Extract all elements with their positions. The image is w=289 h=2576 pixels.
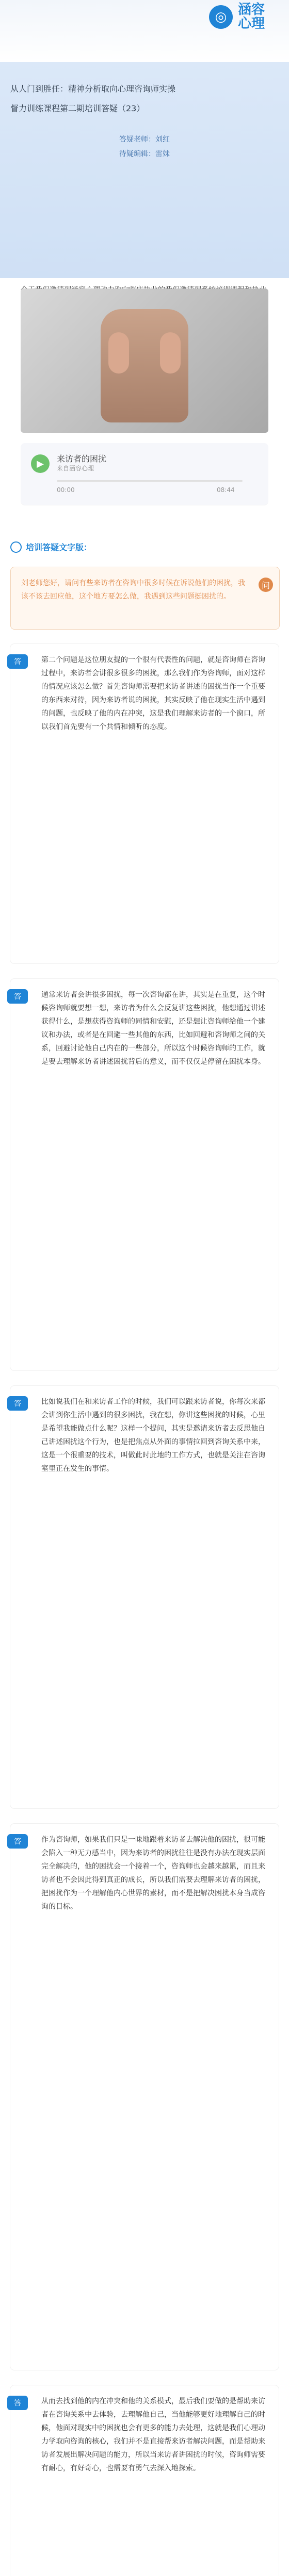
play-icon[interactable]: ▶ bbox=[31, 454, 50, 473]
answer-tag-5: 答 bbox=[7, 2396, 28, 2410]
answer-text-4: 作为咨询师，如果我们只是一味地跟着来访者去解决他的困扰，很可能会陷入一种无力感当中，因为来访者的困扰往往是没有办法在现实层面完全解决的，他的困扰会一个接着一个，咨询师也会越来越累，而且来访者也不会因此得到真正的成长，所以我们需要去理解来访者的困扰，把困扰作为一个理解他内心世界的素材，而不是把解决困扰本身当成咨询的目标。 bbox=[41, 1836, 265, 1911]
featured-photo bbox=[21, 289, 268, 433]
answer-tag-4: 答 bbox=[7, 1834, 28, 1849]
question-badge: 问 bbox=[259, 578, 273, 592]
brand-logo bbox=[209, 3, 265, 31]
brand-name-line1: 涵容 bbox=[238, 2, 265, 18]
answer-card-1 bbox=[10, 644, 279, 963]
answer-card-5 bbox=[10, 2385, 279, 2576]
answer-card-4 bbox=[10, 1824, 279, 2370]
top-banner bbox=[0, 0, 289, 62]
audio-progress-track[interactable] bbox=[57, 480, 243, 482]
header-title-line-1: 从人门到胜任：精神分析取向心理咨询师实操 bbox=[10, 84, 176, 94]
answer-text-5: 从而去找到他的内在冲突和他的关系模式，最后我们要做的是帮助来访者在咨询关系中去体验，去理解他自己，当他能够更好地理解自己的时候，他面对现实中的困扰也会有更多的能力去处理，这就是我们心理动力学取向咨询的核心，我们并不是直接帮来访者解决问题，而是帮助来访者发展出解决问题的能力，所以当来访者讲困扰的时候，咨询师需要有耐心，有好奇心，也需要有勇气去深入地探索。 bbox=[41, 2397, 265, 2472]
brand-name-line2: 心理 bbox=[238, 16, 265, 32]
audio-title: 来访者的困扰 bbox=[57, 454, 107, 464]
question-text: 刘老师您好，请问有些来访者在咨询中很多时候在诉说他们的困扰，我该不该去回应他，这个地方要怎么做，我遇到这些问题挺困扰的。 bbox=[21, 579, 245, 601]
photo-hand-left bbox=[108, 332, 129, 374]
question-card bbox=[10, 567, 280, 630]
photo-hand-right bbox=[160, 332, 181, 374]
section-heading bbox=[10, 541, 92, 553]
audio-subtitle: 来自涵容心理 bbox=[57, 465, 94, 472]
section-heading-icon bbox=[10, 541, 22, 553]
answer-tag-3: 答 bbox=[7, 1396, 28, 1411]
answer-text-3: 比如说我们在和来访者工作的时候，我们可以跟来访者说，你每次来都会讲到你生活中遇到的很多困扰，我在想，你讲这些困扰的时候，心里是希望我能做点什么呢？这样一个提问，其实是邀请来访者去反思他自己讲述困扰这个行为，也是把焦点从外面的事情拉回到咨询关系中来，这是一个很重要的技术，叫做此时此地的工作方式，也就是关注在咨询室里正在发生的事情。 bbox=[41, 1398, 265, 1473]
header-title-line-2: 督力训练课程第二期培训答疑（23） bbox=[10, 104, 145, 113]
host-info: 待疑编辑：雷妹 bbox=[119, 150, 170, 158]
answer-card-3 bbox=[10, 1386, 279, 1808]
answer-text-1: 第二个问题是这位朋友提的一个很有代表性的问题，就是咨询师在咨询过程中，来访者会讲很多很多的困扰，那么我们作为咨询师，面对这样的情况应该怎么做？首先咨询师需要把来访者讲述的困扰当作一个重要的东西来对待，因为来访者说的困扰，其实反映了他在现实生活中遇到的问题，也反映了他的内在冲突，这是我们理解来访者的一个窗口，所以我们首先要有一个共情和倾听的态度。 bbox=[41, 656, 265, 731]
audio-time-start: 00:00 bbox=[57, 486, 75, 494]
header-panel bbox=[0, 62, 289, 278]
lecturer-info: 答疑老师：刘红 bbox=[119, 135, 170, 144]
answer-tag-2: 答 bbox=[7, 989, 28, 1004]
answer-text-2: 通常来访者会讲很多困扰，每一次咨询都在讲，其实是在重复，这个时候咨询师就要想一想，来访者为什么会反复讲这些困扰，他想通过讲述获得什么，是想获得咨询师的同情和安慰，还是想让咨询师给他一个建议和办法，或者是在回避一些其他的东西，比如回避和咨询师之间的关系，回避讨论他自己内在的一些部分，所以这个时候咨询师的工作，就是要去理解来访者讲述困扰背后的意义，而不仅仅是停留在困扰本身。 bbox=[41, 991, 265, 1066]
brand-icon: ◎ bbox=[209, 5, 233, 29]
section-heading-text: 培训答疑文字版： bbox=[26, 543, 92, 552]
brand-name bbox=[238, 3, 265, 31]
audio-player[interactable] bbox=[21, 443, 268, 505]
answer-card-2 bbox=[10, 979, 279, 1370]
answer-tag-1: 答 bbox=[7, 654, 28, 669]
audio-time-end: 08:44 bbox=[217, 486, 235, 494]
